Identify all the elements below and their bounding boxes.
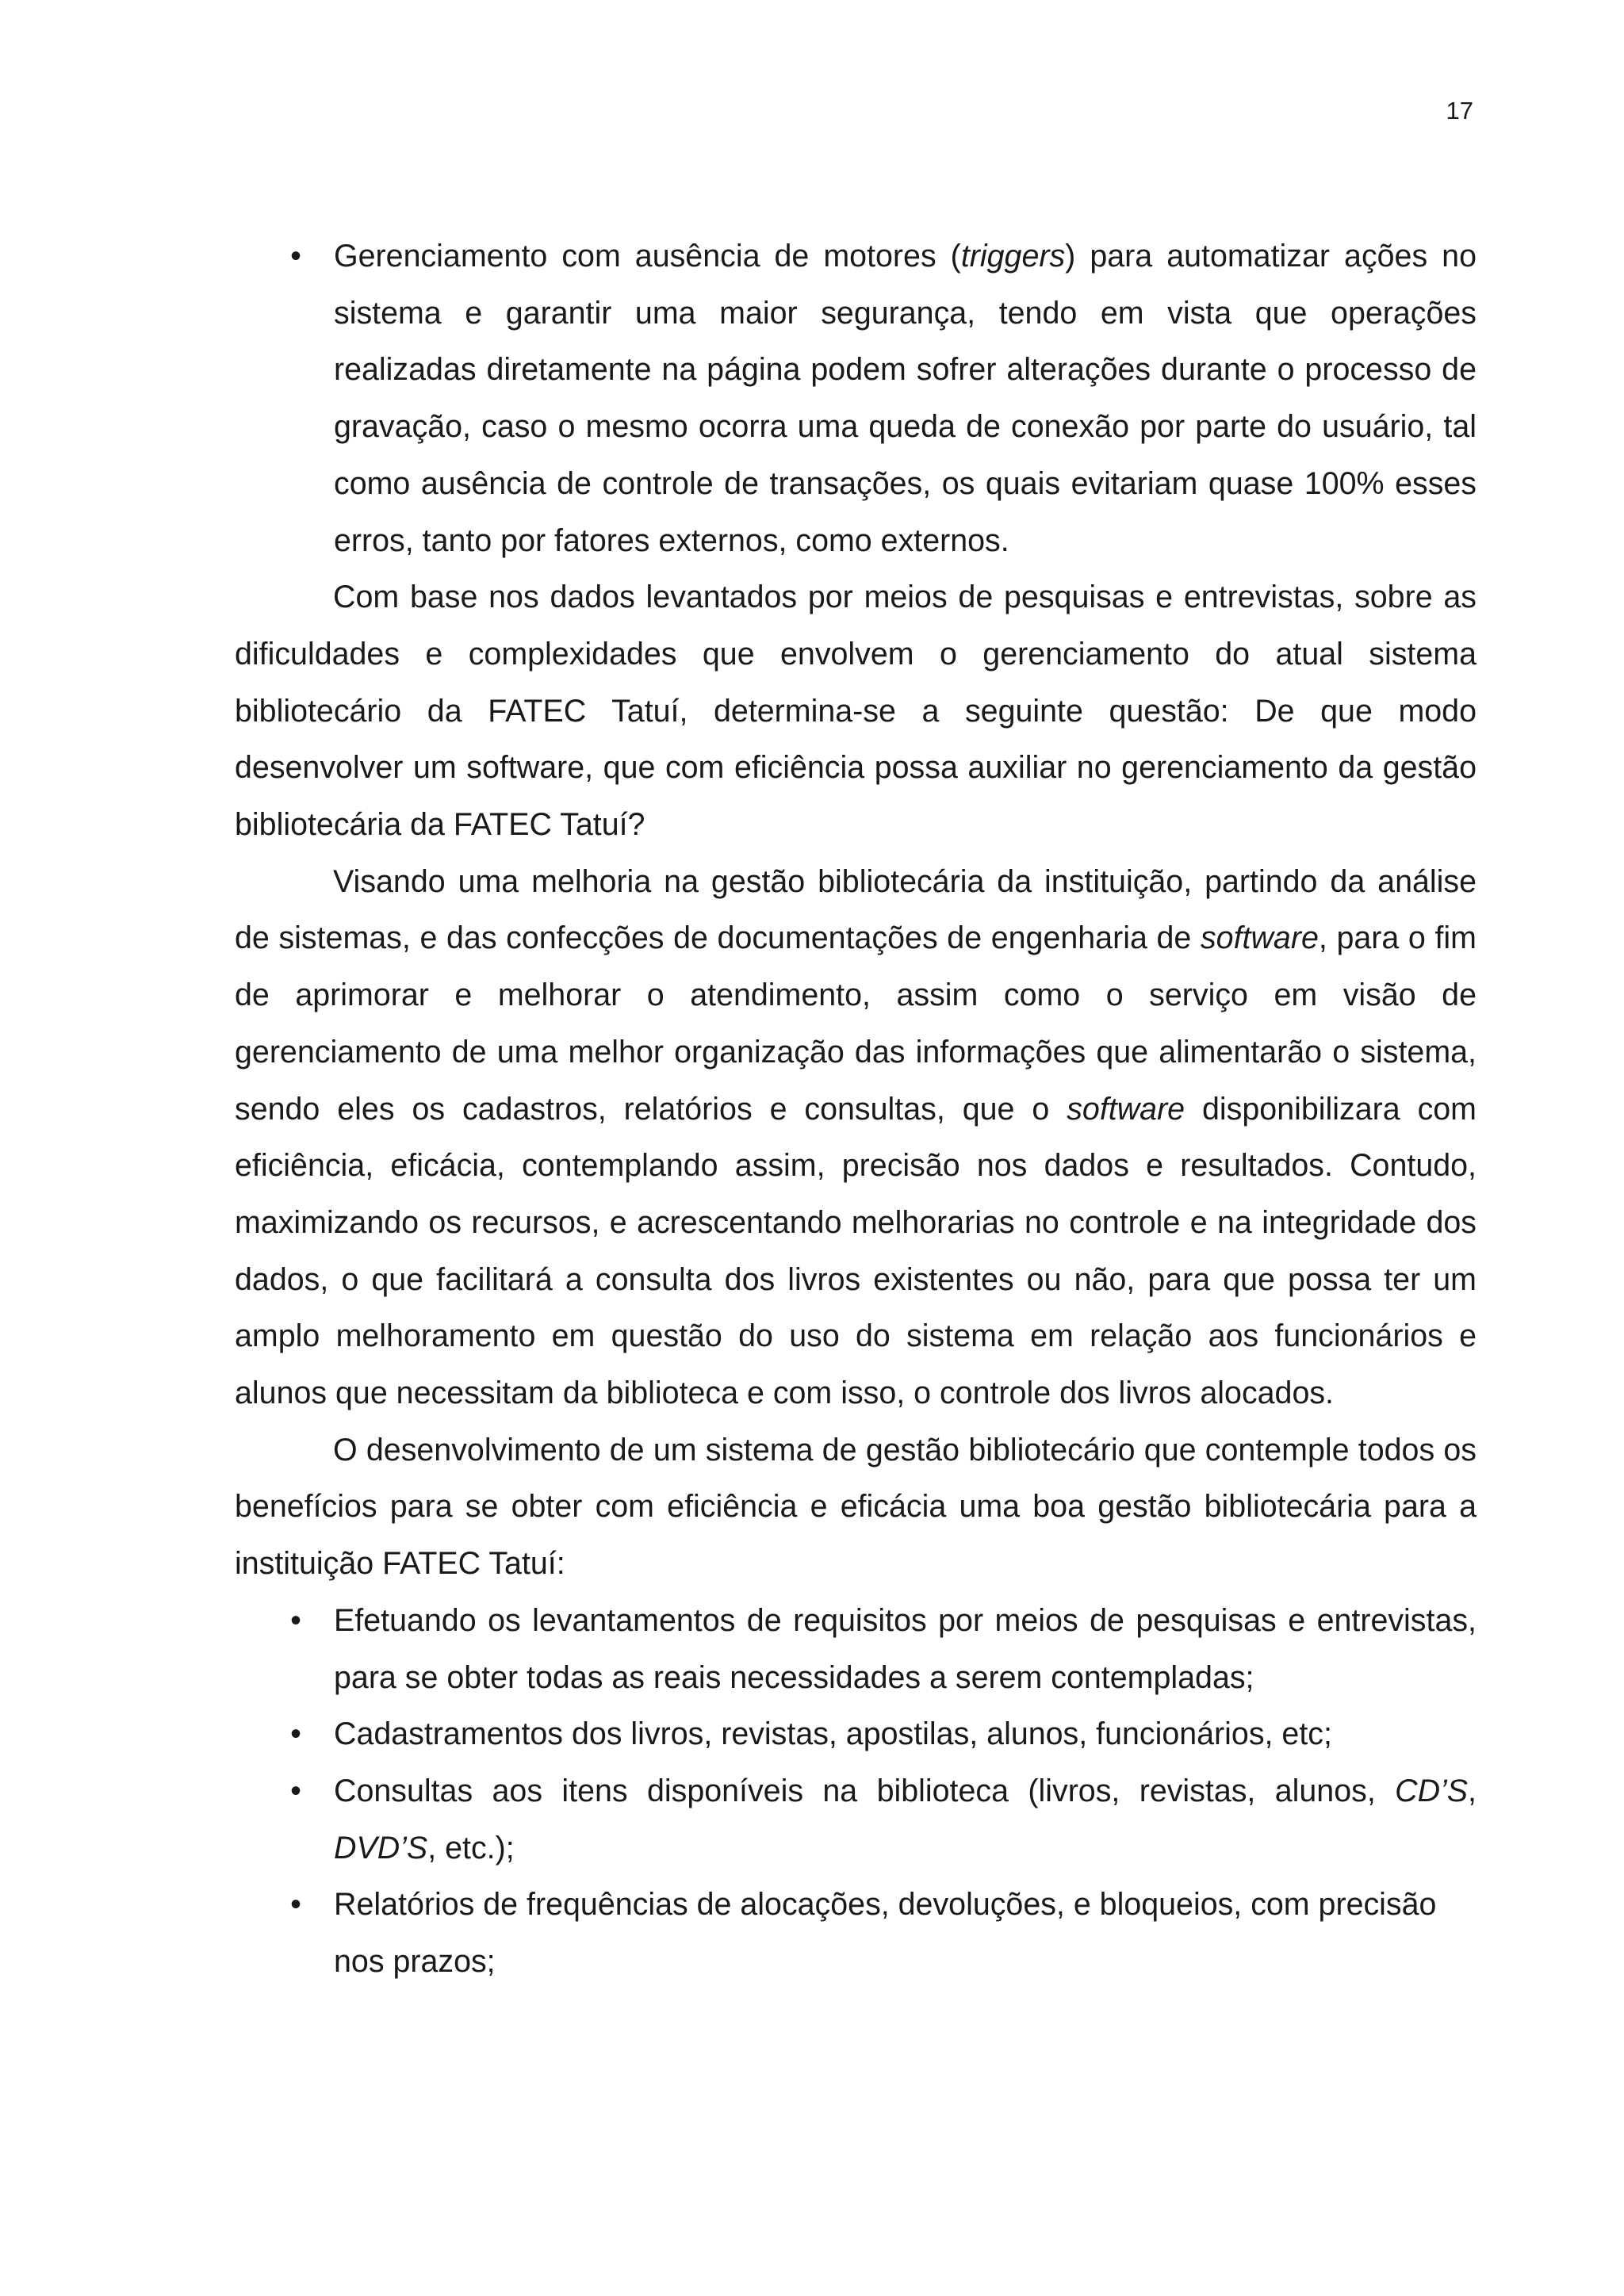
document-body <box>235 228 1477 1991</box>
page-number: 17 <box>1446 97 1473 124</box>
bullet-text: Gerenciamento com ausência de motores (triggers) para automatizar ações no sistema e garantir uma maior segurança, tendo em vista que operações realizadas diretamente na página podem sofrer alterações durante o processo de gravação, caso o mesmo ocorra uma queda de conexão por parte do usuário, tal como ausência de controle de transações, os quais evitariam quase 100% esses erros, tanto por fatores externos, como externos. <box>334 239 1477 558</box>
bullet-item-requirements <box>235 1593 1477 1706</box>
bullet-text: Consultas aos itens disponíveis na biblioteca (livros, revistas, alunos, CD’S, DVD’S, etc.); <box>334 1773 1477 1866</box>
bullet-icon: • <box>290 239 301 274</box>
bullet-text: Relatórios de frequências de alocações, devoluções, e bloqueios, com precisão nos prazos; <box>334 1887 1437 1980</box>
bullet-item-triggers <box>235 228 1477 569</box>
paragraph-objective: Visando uma melhoria na gestão bibliotecária da instituição, partindo da análise de sistemas, e das confecções de documentações de engenharia de software, para o fim de aprimorar e melhorar o atendimento, assim como o serviço em visão de gerenciamento de uma melhor organização das informações que alimentarão o sistema, sendo eles os cadastros, relatórios e consultas, que o software disponibilizara com eficiência, eficácia, contemplando assim, precisão nos dados e resultados. Contudo, maximizando os recursos, e acrescentando melhorarias no controle e na integridade dos dados, o que facilitará a consulta dos livros existentes ou não, para que possa ter um amplo melhoramento em questão do uso do sistema em relação aos funcionários e alunos que necessitam da biblioteca e com isso, o controle dos livros alocados. <box>235 863 1477 1411</box>
bullet-icon: • <box>290 1887 301 1923</box>
bullet-icon: • <box>290 1602 301 1638</box>
bullet-text: Efetuando os levantamentos de requisitos por meios de pesquisas e entrevistas, para se obter todas as reais necessidades a serem contempladas; <box>334 1602 1477 1695</box>
bullet-item-queries <box>235 1763 1477 1877</box>
bullet-item-reports <box>235 1877 1477 1990</box>
bullet-icon: • <box>290 1773 301 1808</box>
paragraph-system-benefits: O desenvolvimento de um sistema de gestão bibliotecário que contemple todos os benefícios para se obter com eficiência e eficácia uma boa gestão bibliotecária para a instituição FATEC Tatuí: <box>235 1432 1477 1582</box>
paragraph-problem-question: Com base nos dados levantados por meios de pesquisas e entrevistas, sobre as dificuldades e complexidades que envolvem o gerenciamento do atual sistema bibliotecário da FATEC Tatuí, determina-se a seguinte questão: De que modo desenvolver um software, que com eficiência possa auxiliar no gerenciamento da gestão bibliotecária da FATEC Tatuí? <box>235 580 1477 843</box>
bullet-icon: • <box>290 1716 301 1752</box>
bullet-text: Cadastramentos dos livros, revistas, apostilas, alunos, funcionários, etc; <box>334 1716 1332 1752</box>
bullet-item-registrations <box>235 1706 1477 1763</box>
